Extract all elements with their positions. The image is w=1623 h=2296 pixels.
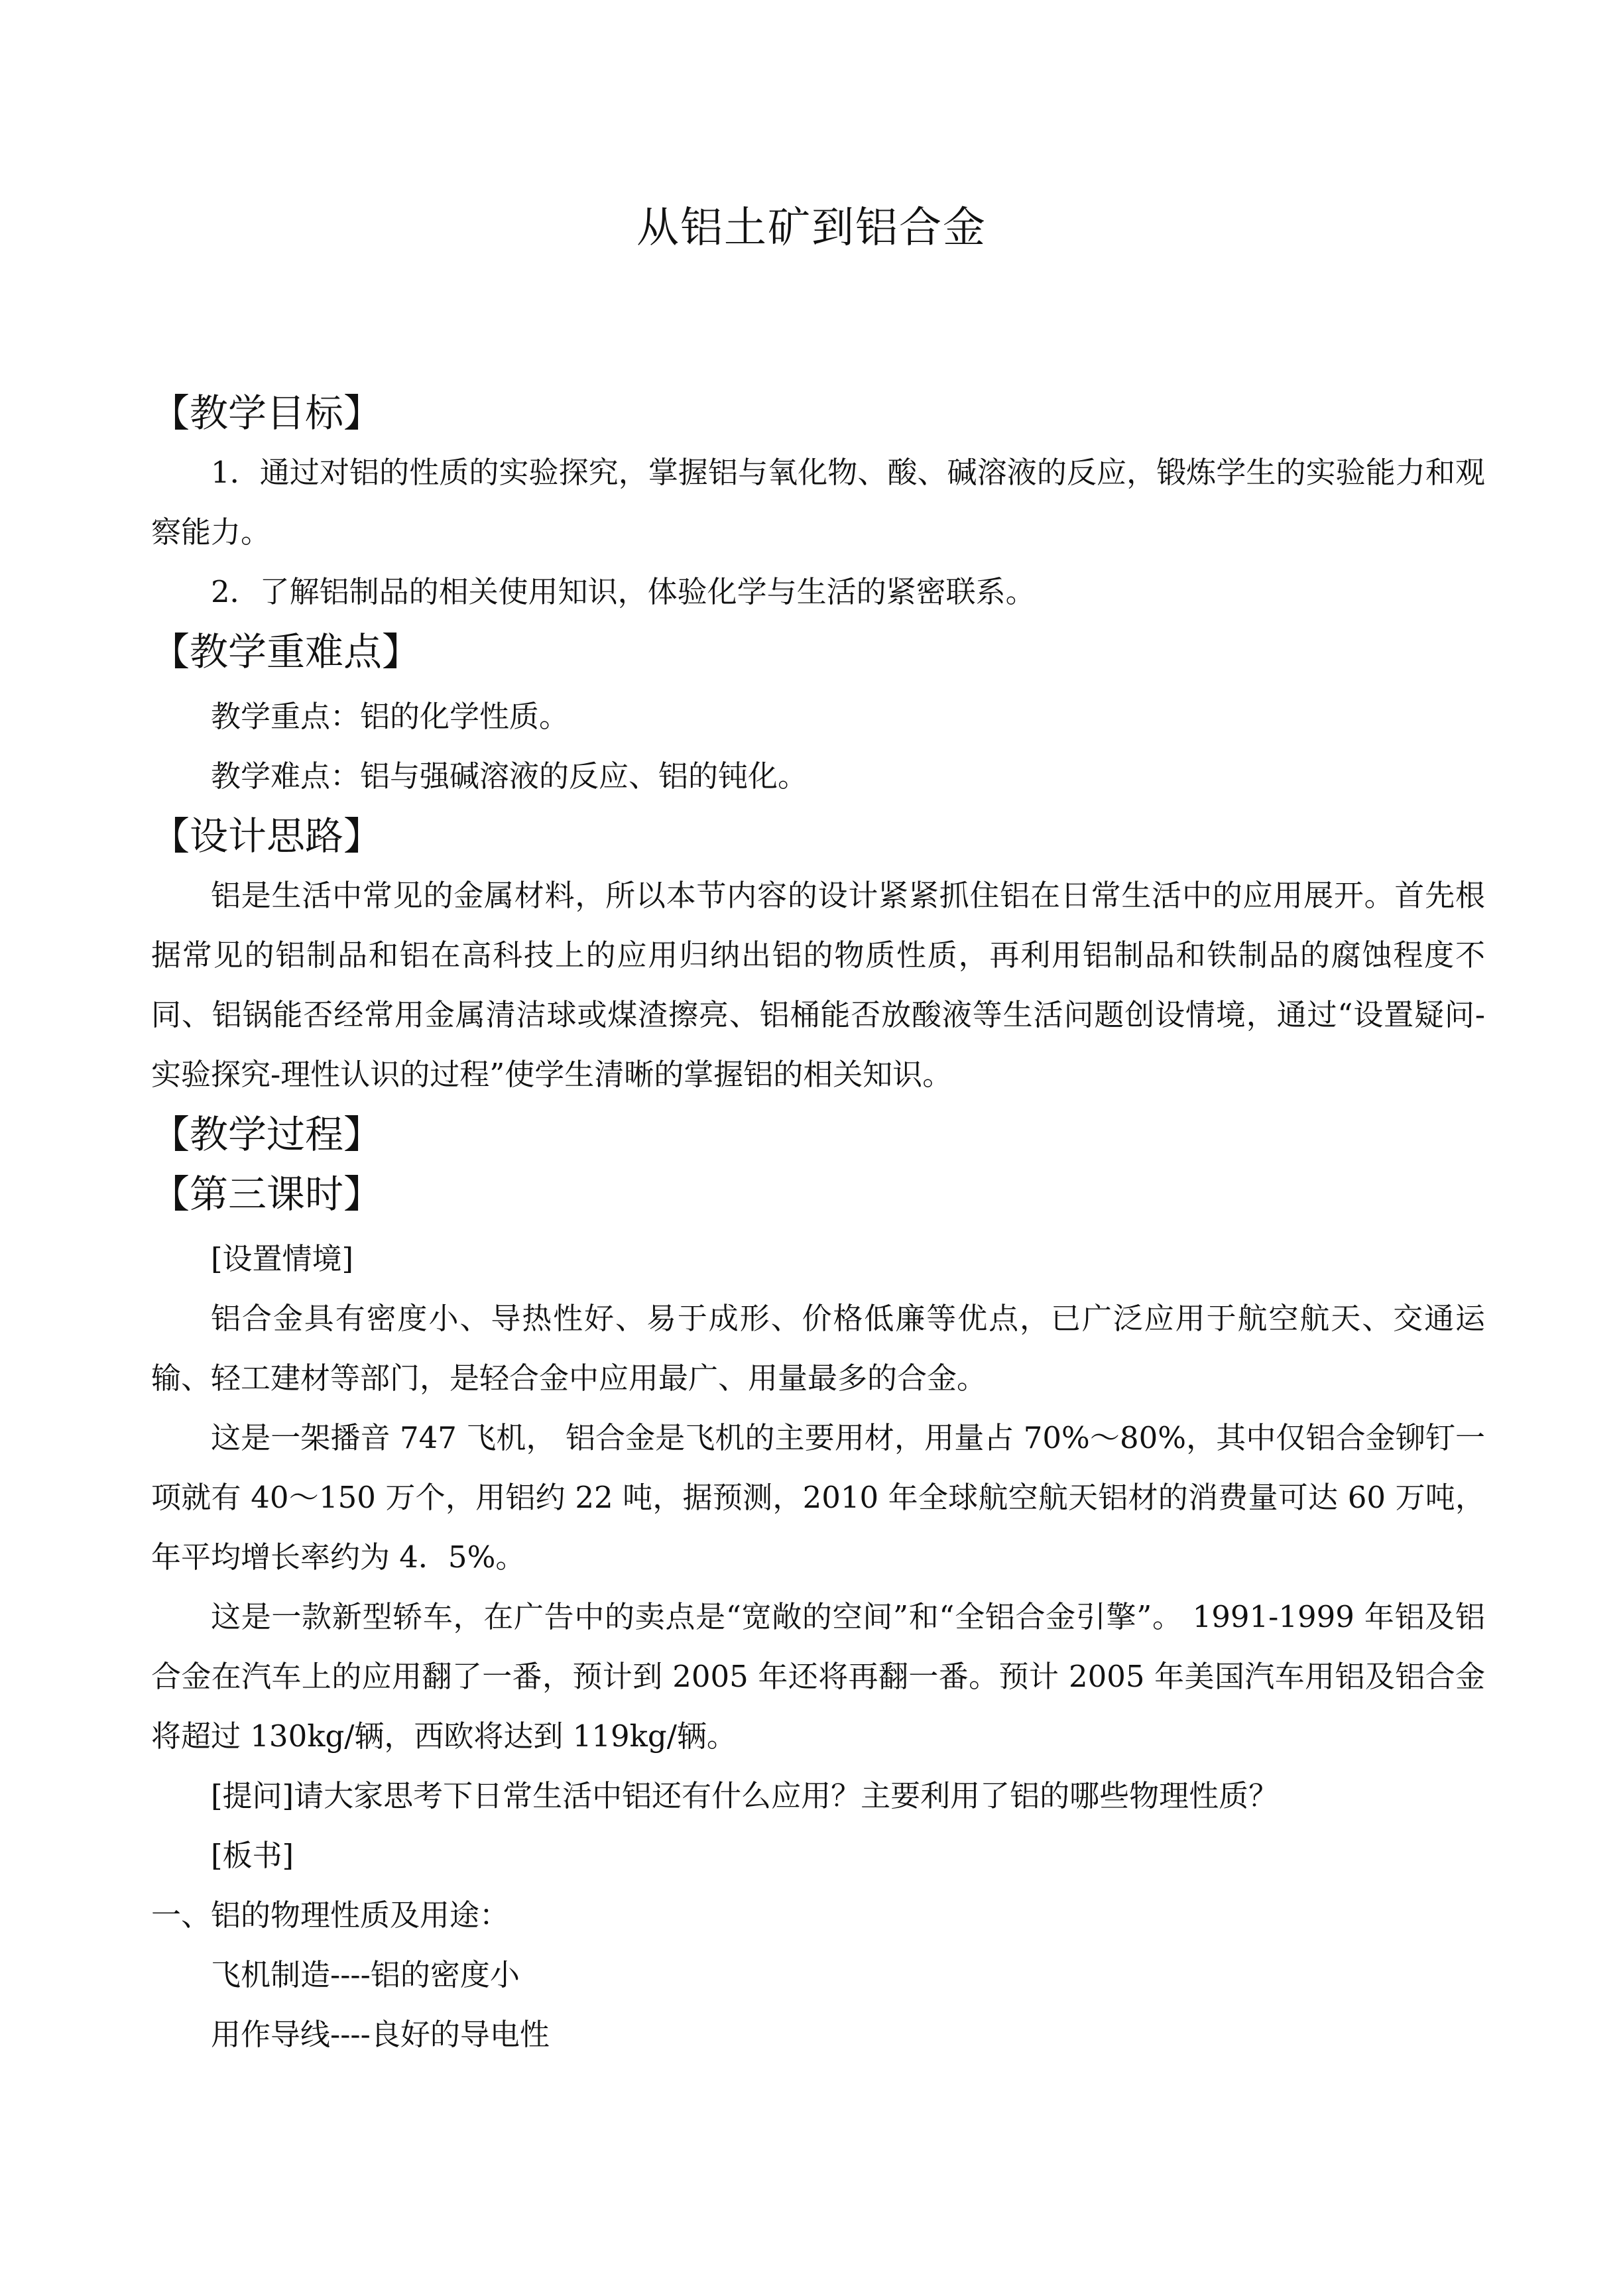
lesson-paragraph-2: 这是一架播音 747 飞机， 铝合金是飞机的主要用材，用量占 70%～80%，其中仅铝合金铆钉一项就有 40～150 万个，用铝约 22 吨，据预测，2010 年全球航空航天铝材的消费量可达 60 万吨，年平均增长率约为 4．5%。: [151, 1420, 1485, 1575]
lesson-paragraph-1: 铝合金具有密度小、导热性好、易于成形、价格低廉等优点，已广泛应用于航空航天、交通运输、轻工建材等部门，是轻合金中应用最广、用量最多的合金。: [151, 1301, 1485, 1396]
heading-design: 【设计思路】: [151, 814, 383, 859]
document-title: 从铝土矿到铝合金: [636, 204, 987, 253]
design-paragraph: 铝是生活中常见的金属材料，所以本节内容的设计紧紧抓住铝在日常生活中的应用展开。首先根据常见的铝制品和铝在高科技上的应用归纳出铝的物质性质，再利用铝制品和铁制品的腐蚀程度不同、铝锅能否经常用金属清洁球或煤渣擦亮、铝桶能否放酸液等生活问题创设情境，通过“设置疑问-实验探究-理性认识的过程”使学生清晰的掌握铝的相关知识。: [151, 878, 1485, 1092]
objective-item-1: 1．通过对铝的性质的实验探究，掌握铝与氧化物、酸、碱溶液的反应，锻炼学生的实验能力和观察能力。: [151, 455, 1485, 550]
use-item-1: 飞机制造----铝的密度小: [211, 1957, 520, 1992]
scenario-label: [设置情境]: [211, 1241, 354, 1276]
question-line: [提问]请大家思考下日常生活中铝还有什么应用？主要利用了铝的哪些物理性质？: [211, 1778, 1279, 1813]
heading-lesson: 【第三课时】: [151, 1172, 383, 1217]
board-heading: 一、铝的物理性质及用途：: [151, 1898, 510, 1933]
heading-process: 【教学过程】: [151, 1112, 383, 1157]
lesson-paragraph-3: 这是一款新型轿车，在广告中的卖点是“宽敞的空间”和“全铝合金引擎”。 1991-1999 年铝及铝合金在汽车上的应用翻了一番，预计到 2005 年还将再翻一番。预计 2005 年美国汽车用铝及铝合金将超过 130kg/辆，西欧将达到 119kg/辆。: [151, 1599, 1485, 1754]
teaching-focus: 教学重点：铝的化学性质。: [211, 699, 570, 734]
heading-objectives: 【教学目标】: [151, 391, 383, 436]
use-item-2: 用作导线----良好的导电性: [211, 2017, 550, 2052]
board-label: [板书]: [211, 1838, 294, 1873]
objective-item-2: 2．了解铝制品的相关使用知识，体验化学与生活的紧密联系。: [211, 574, 1036, 609]
heading-key-points: 【教学重难点】: [151, 629, 421, 674]
teaching-difficulty: 教学难点：铝与强碱溶液的反应、铝的钝化。: [211, 758, 808, 794]
